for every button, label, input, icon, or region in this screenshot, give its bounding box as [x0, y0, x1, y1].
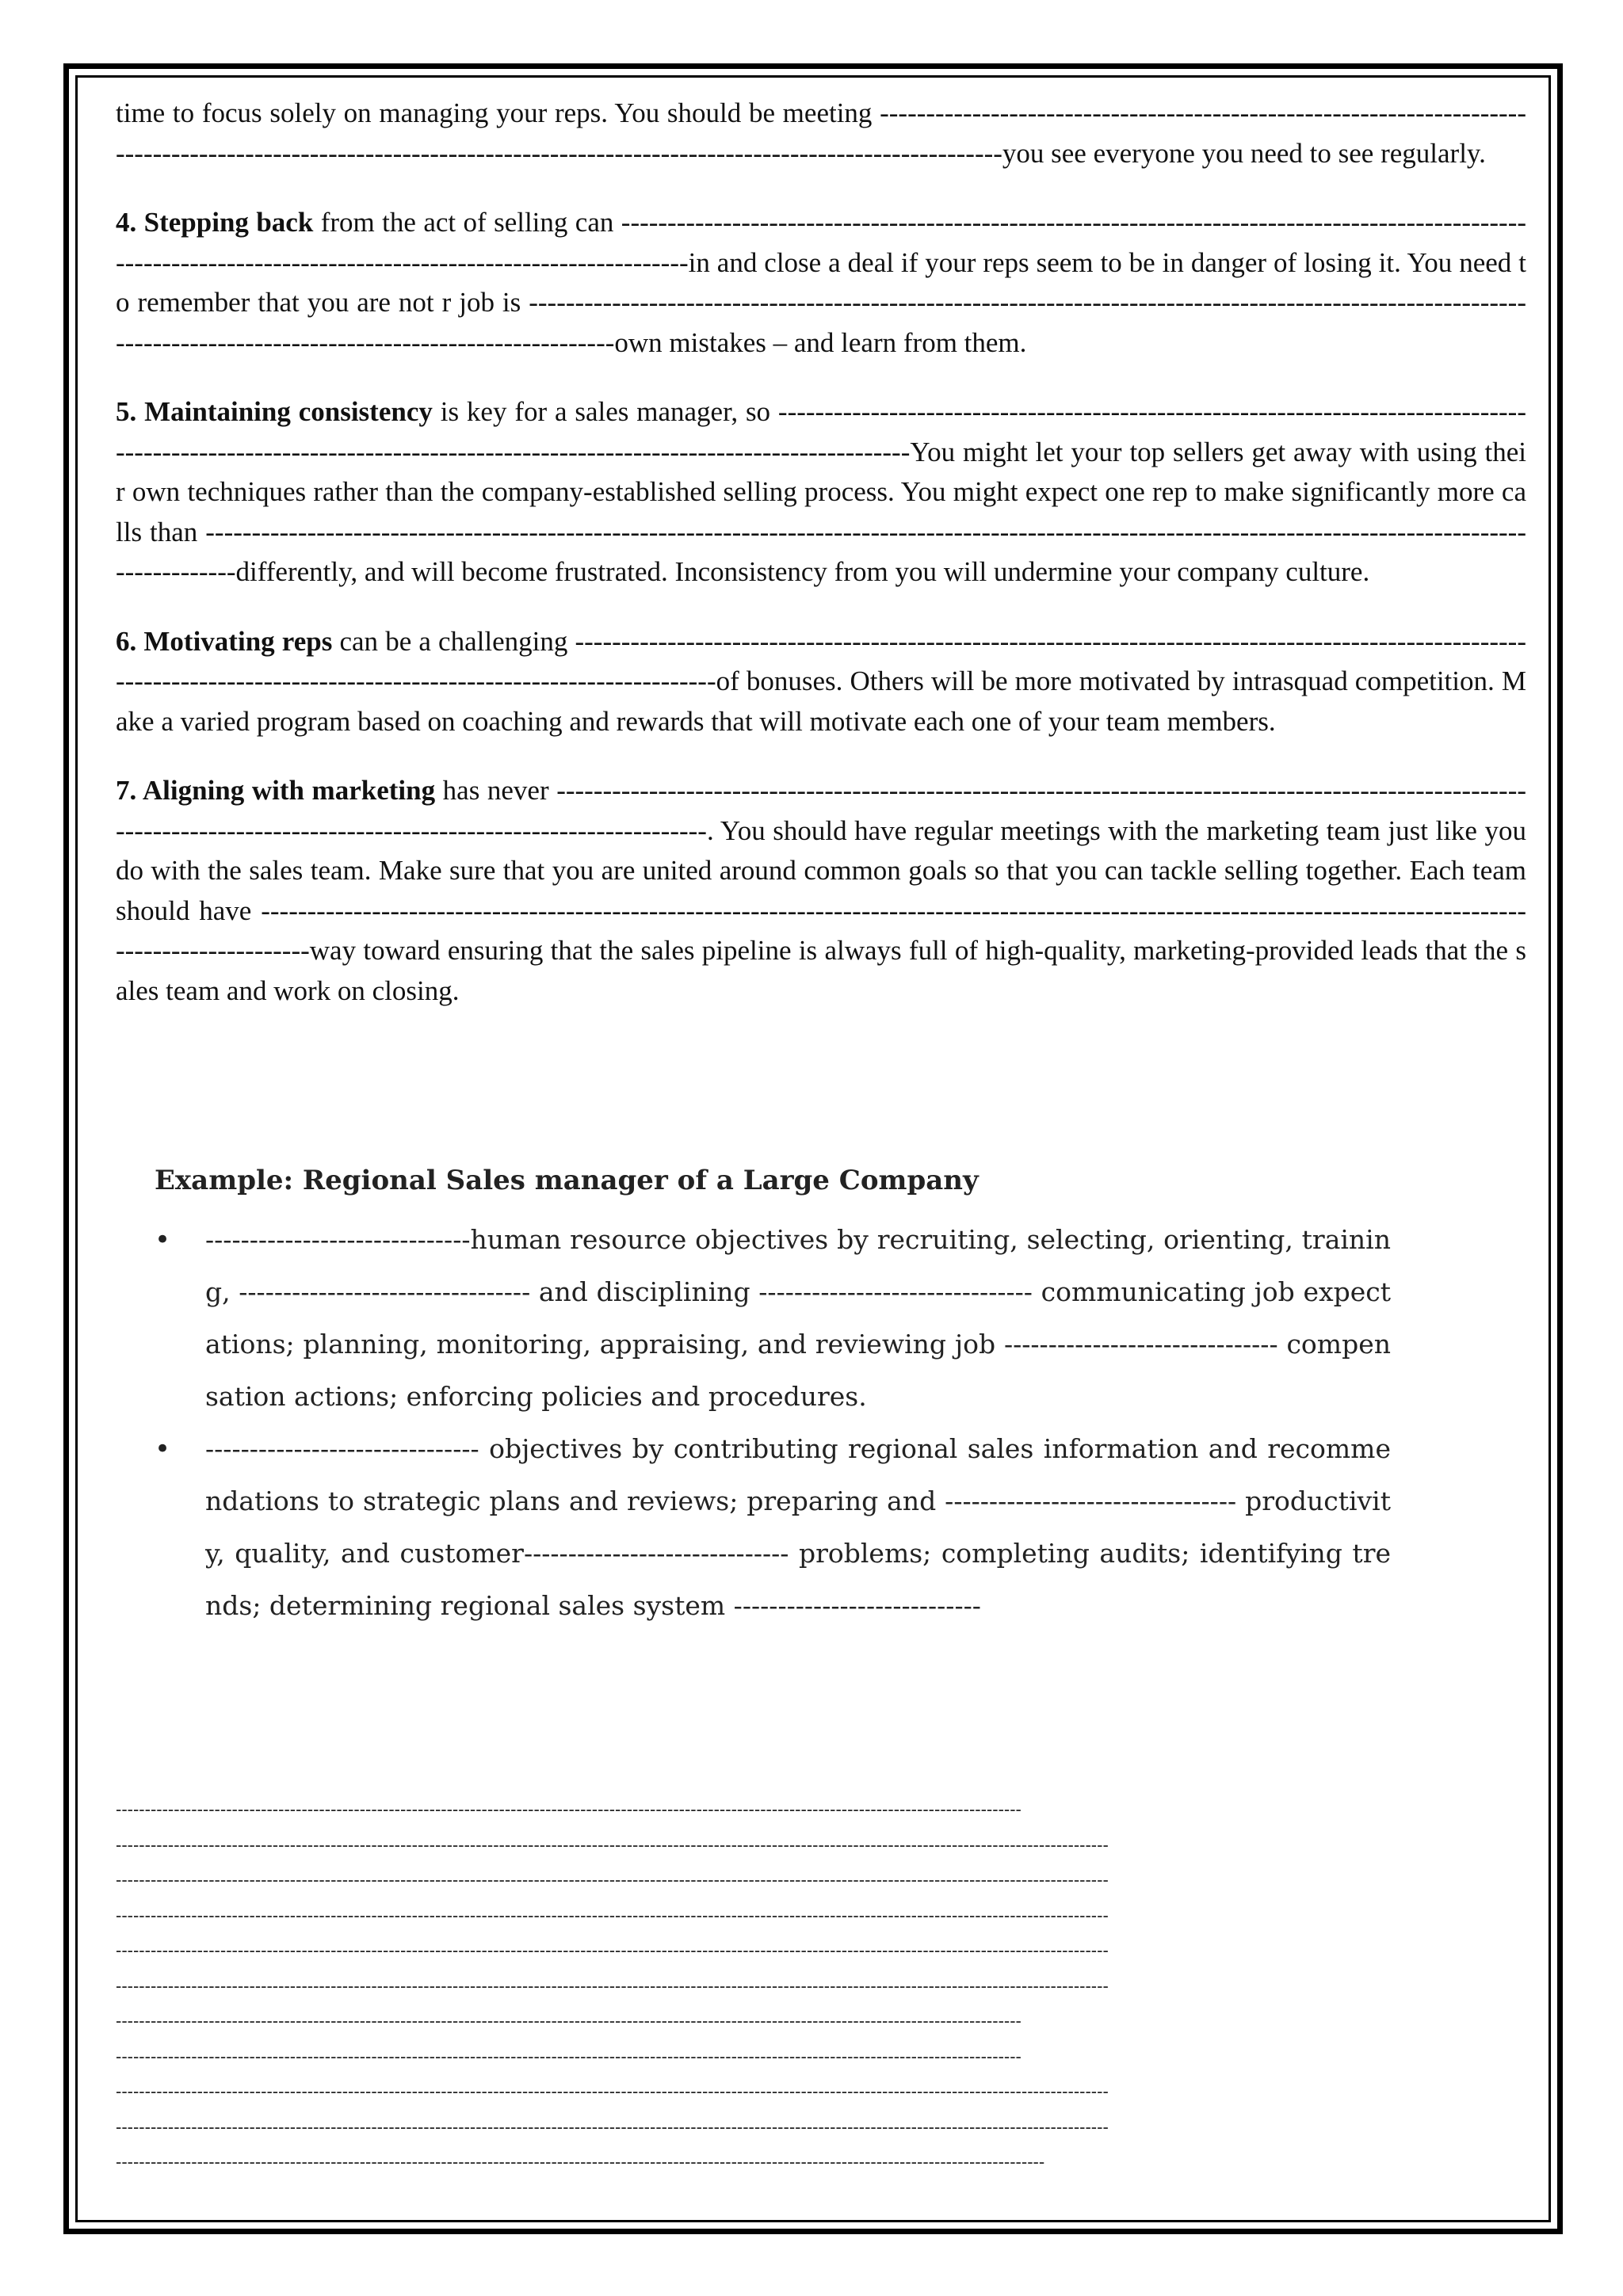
paragraph-motivating-reps — [116, 622, 1526, 742]
answer-line: ---------------------------------------------------------------------------------------------------------------------------------------------------------------- — [116, 2152, 1045, 2172]
paragraph-heading: 4. Stepping back — [116, 207, 314, 238]
paragraph-aligning-marketing — [116, 771, 1526, 1011]
answer-line: --------------------------------------------------------------------------------------------------------------------------------------------------------------------------- — [116, 1975, 1109, 1996]
paragraph-heading: 5. Maintaining consistency — [116, 396, 433, 427]
example-bullet — [155, 1214, 1391, 1423]
bullet-icon: • — [155, 1433, 171, 1465]
answer-line: ------------------------------------------------------------------------------------------------------------------------------------------------------------ — [116, 2011, 1022, 2031]
example-title: Example: Regional Sales manager of a Large Company — [155, 1165, 979, 1196]
paragraph-text: can be a challenging ------------------------------------------------------------------------------------------------------------------------------------------------------------------------of bonuses. Others will be more motivated by intrasquad competition. Make a varied program based on coaching and rewards that will motivate each one of your team members. — [116, 625, 1526, 737]
paragraph-heading: 6. Motivating reps — [116, 625, 333, 657]
paragraph-text: from the act of selling can ----------------------------------------------------------------------------------------------------------------------------------------------------------------in and close a deal if your reps seem to be in danger of losing it. You need to remember that you are not r job is ------------------------------------------------------------------------------------------------------------------------------------------------------------------own mistakes – and learn from them. — [116, 207, 1526, 358]
answer-line: --------------------------------------------------------------------------------------------------------------------------------------------------------------------------- — [116, 2116, 1109, 2137]
example-bullet-text: ------------------------------human resource objectives by recruiting, selecting, orienting, training, --------------------------------- and disciplining ------------------------------- communicating job expectations; planning, monitoring, appraising, and reviewing job ------------------------------- compensation actions; enforcing policies and procedures. — [205, 1224, 1391, 1412]
bullet-icon: • — [155, 1224, 171, 1256]
example-box — [155, 1165, 1391, 1632]
answer-line: --------------------------------------------------------------------------------------------------------------------------------------------------------------------------- — [116, 1870, 1109, 1890]
answer-line: ------------------------------------------------------------------------------------------------------------------------------------------------------------ — [116, 1799, 1022, 1819]
answer-line: --------------------------------------------------------------------------------------------------------------------------------------------------------------------------- — [116, 1940, 1109, 1960]
document-body — [116, 93, 1526, 1011]
paragraph-heading: 7. Aligning with marketing — [116, 775, 436, 806]
paragraph-text: is key for a sales manager, so -----------------------------------------------------------------------------------------------------------------------------------------------------------------------You might let your top sellers get away with using their own techniques rather than the company-established selling process. You might expect one rep to make significantly more calls than ------------------------------------------------------------------------------------------------------------------------------------------------------------differently, and will become frustrated. Inconsistency from you will undermine your company culture. — [116, 396, 1526, 587]
example-bullet — [155, 1423, 1391, 1632]
answer-line: --------------------------------------------------------------------------------------------------------------------------------------------------------------------------- — [116, 2081, 1109, 2101]
paragraph-stepping-back — [116, 203, 1526, 363]
answer-line: --------------------------------------------------------------------------------------------------------------------------------------------------------------------------- — [116, 1834, 1109, 1855]
answer-lines — [116, 1792, 1526, 2180]
paragraph-text: time to focus solely on managing your reps. You should be meeting ----------------------------------------------------------------------------------------------------------------------------------------------------------------------you see everyone you need to see regularly. — [116, 97, 1526, 169]
example-bullet-text: ------------------------------- objectives by contributing regional sales information and recommendations to strategic plans and reviews; preparing and --------------------------------- productivity, quality, and customer------------------------------ problems; completing audits; identifying trends; determining regional sales system ---------------------------- — [205, 1433, 1391, 1621]
paragraph-text: has never -------------------------------------------------------------------------------------------------------------------------------------------------------------------------. You should have regular meetings with the marketing team just like you do with the sales team. Make sure that you are united around common goals so that you can tackle selling together. Each team should have --------------------------------------------------------------------------------------------------------------------------------------------------------------way toward ensuring that the sales pipeline is always full of high-quality, marketing-provided leads that the sales team and work on closing. — [116, 775, 1527, 1006]
answer-line: ------------------------------------------------------------------------------------------------------------------------------------------------------------ — [116, 2046, 1022, 2066]
answer-line: --------------------------------------------------------------------------------------------------------------------------------------------------------------------------- — [116, 1905, 1109, 1925]
paragraph-maintaining-consistency — [116, 392, 1526, 593]
paragraph-3-continuation — [116, 93, 1526, 174]
